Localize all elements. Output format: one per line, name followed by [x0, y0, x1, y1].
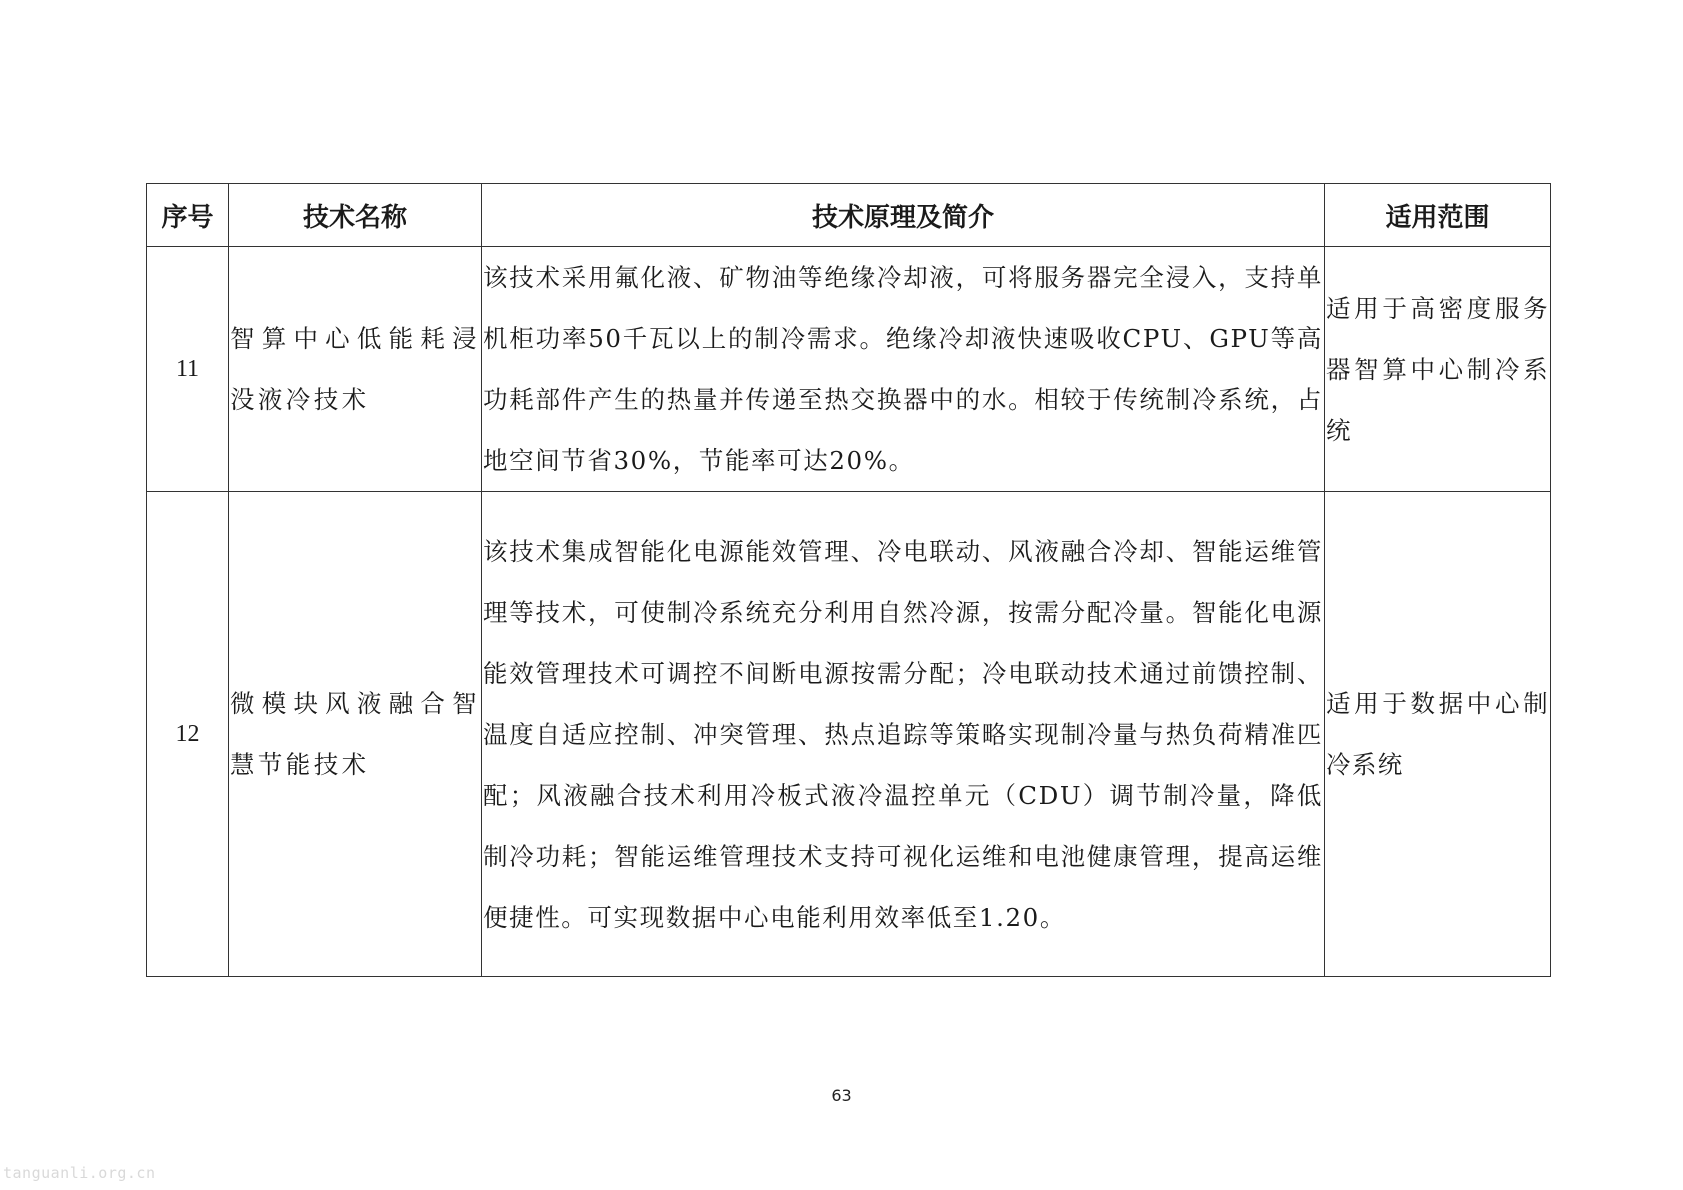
- table-row: [147, 492, 1551, 977]
- row-number: 12: [147, 492, 229, 977]
- technology-name: 微模块风液融合智慧节能技术: [229, 492, 482, 977]
- header-desc: 技术原理及简介: [482, 184, 1325, 247]
- watermark: tanguanli.org.cn: [3, 1164, 156, 1182]
- application-scope: 适用于高密度服务器智算中心制冷系统: [1325, 247, 1551, 492]
- technology-description: 该技术集成智能化电源能效管理、冷电联动、风液融合冷却、智能运维管理等技术，可使制冷系统充分利用自然冷源，按需分配冷量。智能化电源能效管理技术可调控不间断电源按需分配；冷电联动技术通过前馈控制、温度自适应控制、冲突管理、热点追踪等策略实现制冷量与热负荷精准匹配；风液融合技术利用冷板式液冷温控单元（CDU）调节制冷量，降低制冷功耗；智能运维管理技术支持可视化运维和电池健康管理，提高运维便捷性。可实现数据中心电能利用效率低至1.20。: [482, 492, 1325, 977]
- row-number: 11: [147, 247, 229, 492]
- page-number: 63: [831, 1086, 852, 1105]
- table-row: [147, 247, 1551, 492]
- header-no: 序号: [147, 184, 229, 247]
- header-name: 技术名称: [229, 184, 482, 247]
- application-scope: 适用于数据中心制冷系统: [1325, 492, 1551, 977]
- technology-description: 该技术采用氟化液、矿物油等绝缘冷却液，可将服务器完全浸入，支持单机柜功率50千瓦以上的制冷需求。绝缘冷却液快速吸收CPU、GPU等高功耗部件产生的热量并传递至热交换器中的水。相较于传统制冷系统，占地空间节省30%，节能率可达20%。: [482, 247, 1325, 492]
- technology-table: [146, 183, 1551, 977]
- table-header: [147, 184, 1551, 247]
- header-scope: 适用范围: [1325, 184, 1551, 247]
- technology-name: 智算中心低能耗浸没液冷技术: [229, 247, 482, 492]
- header-row: [147, 184, 1551, 247]
